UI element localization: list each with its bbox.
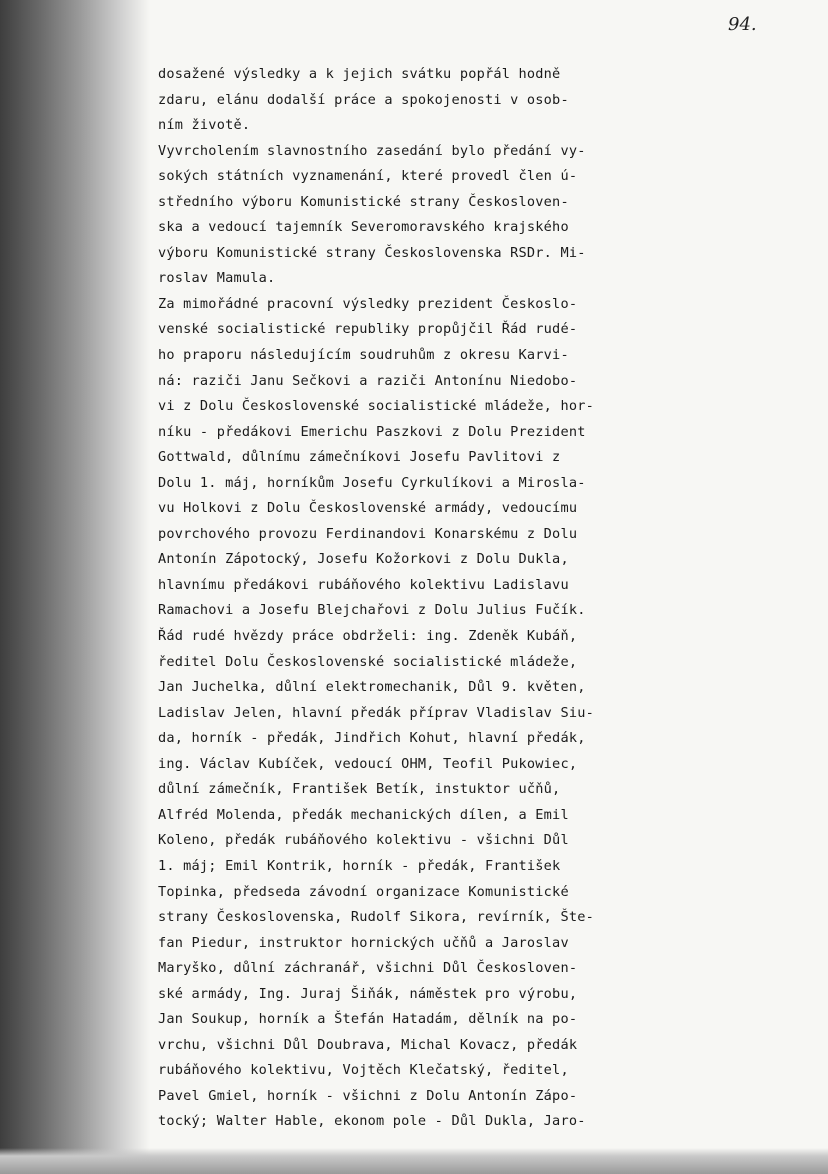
- text-line: vi z Dolu Československé socialistické mládeže, hor-: [158, 398, 594, 415]
- text-line: ním životě.: [158, 117, 251, 134]
- text-line: fan Piedur, instruktor hornických učňů a Jaroslav: [158, 934, 569, 951]
- text-line: ředitel Dolu Československé socialistické mládeže,: [158, 653, 578, 670]
- text-line: vrchu, všichni Důl Doubrava, Michal Kovacz, předák: [158, 1036, 578, 1053]
- text-line: venské socialistické republiky propůjčil Řád rudé-: [158, 321, 578, 338]
- text-line: sokých státních vyznamenání, které provedl člen ú-: [158, 168, 578, 185]
- text-line: Antonín Zápotocký, Josefu Kožorkovi z Dolu Dukla,: [158, 551, 569, 568]
- text-line: Jan Juchelka, důlní elektromechanik, Důl 9. květen,: [158, 679, 586, 696]
- scan-shadow-bottom: [0, 1148, 828, 1174]
- text-line: rubáňového kolektivu, Vojtěch Klečatský, ředitel,: [158, 1062, 569, 1079]
- text-line: strany Československa, Rudolf Sikora, revírník, Šte-: [158, 909, 594, 926]
- text-line: Gottwald, důlnímu zámečníkovi Josefu Pavlitovi z: [158, 449, 561, 466]
- text-line: Za mimořádné pracovní výsledky prezident Českoslo-: [158, 295, 578, 312]
- text-line: důlní zámečník, František Betík, instuktor učňů,: [158, 781, 561, 798]
- text-line: ské armády, Ing. Juraj Šiňák, náměstek pro výrobu,: [158, 985, 578, 1002]
- scan-shadow-left: [0, 0, 150, 1174]
- text-line: dosažené výsledky a k jejich svátku popřál hodně: [158, 66, 561, 82]
- text-line: ná: raziči Janu Sečkovi a raziči Antonínu Niedobo-: [158, 372, 578, 389]
- text-line: da, horník - předák, Jindřich Kohut, hlavní předák,: [158, 730, 586, 747]
- text-line: Vyvrcholením slavnostního zasedání bylo předání vy-: [158, 142, 586, 159]
- text-line: zdaru, elánu dodalší práce a spokojenosti v osob-: [158, 91, 569, 108]
- text-line: Dolu 1. máj, horníkům Josefu Cyrkulíkovi a Mirosla-: [158, 474, 586, 491]
- text-line: Ladislav Jelen, hlavní předák příprav Vladislav Siu-: [158, 704, 594, 721]
- text-line: hlavnímu předákovi rubáňového kolektivu Ladislavu: [158, 576, 569, 593]
- text-line: roslav Mamula.: [158, 270, 276, 287]
- text-line: Alfréd Molenda, předák mechanických dílen, a Emil: [158, 806, 569, 823]
- text-line: středního výboru Komunistické strany Českosloven-: [158, 193, 569, 210]
- text-line: Jan Soukup, horník a Štefán Hatadám, dělník na po-: [158, 1011, 578, 1028]
- text-line: výboru Komunistické strany Československa RSDr. Mi-: [158, 244, 586, 261]
- text-line: vu Holkovi z Dolu Československé armády, vedoucímu: [158, 500, 578, 517]
- text-line: níku - předákovi Emerichu Paszkovi z Dolu Prezident: [158, 423, 586, 440]
- text-line: Topinka, předseda závodní organizace Komunistické: [158, 883, 569, 900]
- page-number: 94.: [728, 14, 757, 35]
- text-line: ho praporu následujícím soudruhům z okresu Karvi-: [158, 347, 569, 364]
- text-line: Koleno, předák rubáňového kolektivu - všichni Důl: [158, 832, 569, 849]
- text-line: 1. máj; Emil Kontrik, horník - předák, František: [158, 857, 561, 874]
- text-line: Pavel Gmiel, horník - všichni z Dolu Antonín Zápo-: [158, 1087, 578, 1104]
- text-line: povrchového provozu Ferdinandovi Konarskému z Dolu: [158, 525, 578, 542]
- text-line: tocký; Walter Hable, ekonom pole - Důl Dukla, Jaro-: [158, 1113, 586, 1130]
- text-line: Ramachovi a Josefu Blejchařovi z Dolu Julius Fučík.: [158, 602, 586, 619]
- typewritten-text: [158, 62, 808, 1135]
- text-line: ska a vedoucí tajemník Severomoravského krajského: [158, 219, 569, 236]
- text-line: Řád rudé hvězdy práce obdrželi: ing. Zdeněk Kubáň,: [158, 628, 578, 645]
- text-line: ing. Václav Kubíček, vedoucí OHM, Teofil Pukowiec,: [158, 755, 578, 772]
- text-line: Maryško, důlní záchranář, všichni Důl Českosloven-: [158, 960, 578, 977]
